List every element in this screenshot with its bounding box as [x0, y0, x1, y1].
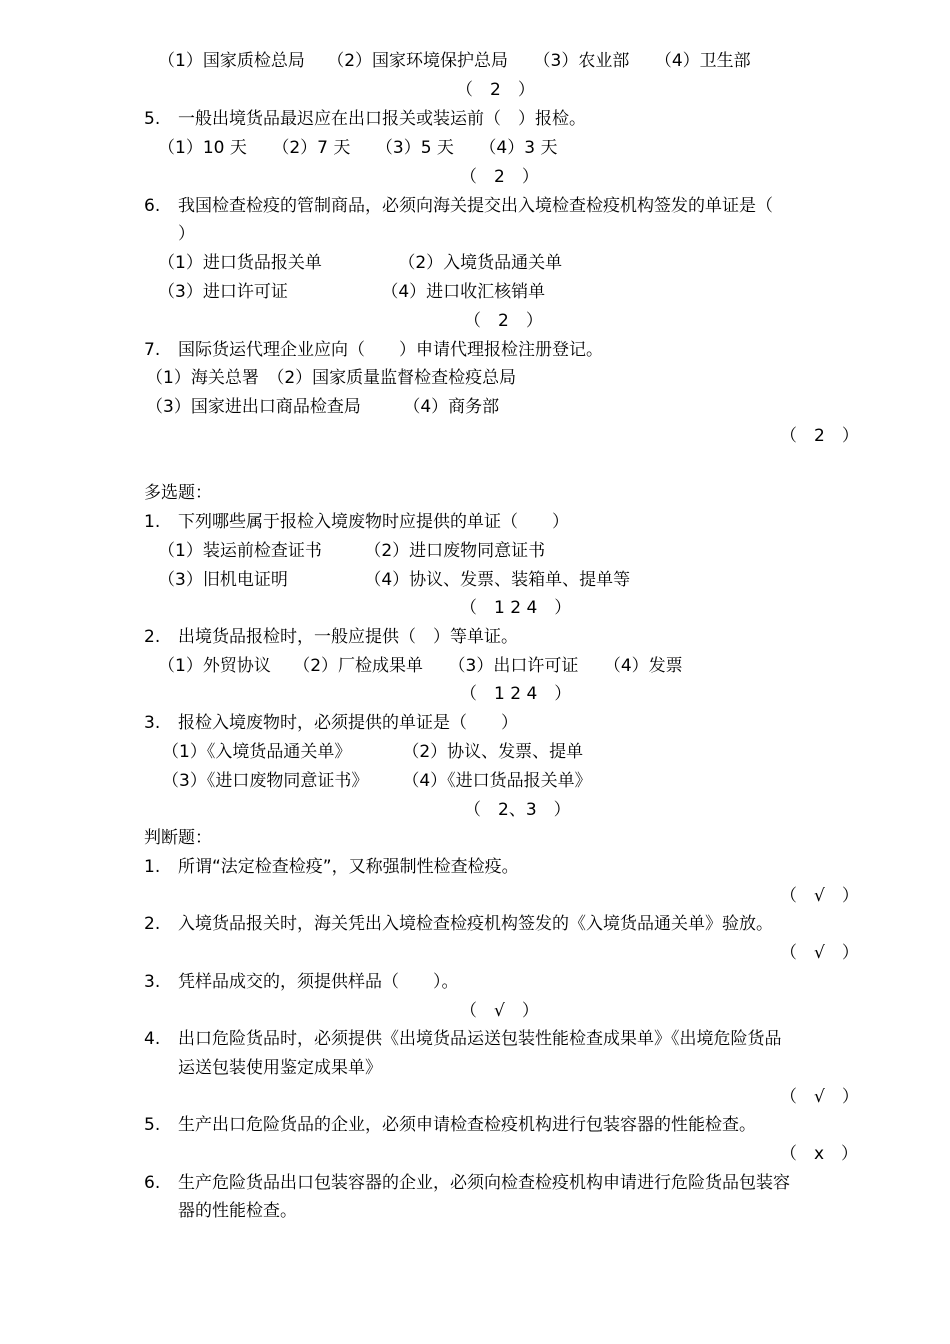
- q4-answer: （ 2 ）: [456, 80, 535, 100]
- q5-text: 一般出境货品最迟应在出口报关或装运前（ ）报检。: [178, 109, 586, 129]
- judge-q5-answer: （ x ）: [780, 1144, 859, 1164]
- q6-answer: （ 2 ）: [464, 311, 543, 331]
- judge-q2-number: 2.: [144, 914, 161, 934]
- multi-q2-number: 2.: [144, 627, 161, 647]
- judge-q4-question: [144, 1028, 782, 1050]
- multi-q2-text: 出境货品报检时，一般应提供（ ）等单证。: [178, 627, 518, 647]
- judge-q4-number: 4.: [144, 1029, 161, 1049]
- multi-heading: 多选题：: [144, 483, 212, 503]
- multi-q2-answer: （ 1 2 4 ）: [460, 684, 572, 704]
- judge-q6-text: 生产危险货品出口包装容器的企业，必须向检查检疫机构申请进行危险货品包装容: [178, 1173, 790, 1193]
- q6-options-row1: （1）进口货品报关单 （2）入境货品通关单: [158, 253, 563, 273]
- q5-options: （1）10 天 （2）7 天 （3）5 天 （4）3 天: [158, 138, 558, 158]
- q6-text: 我国检查检疫的管制商品，必须向海关提交出入境检查检疫机构签发的单证是（: [178, 196, 773, 216]
- multi-q1-question: [144, 511, 569, 533]
- multi-q2-options: （1）外贸协议 （2）厂检成果单 （3）出口许可证 （4）发票: [158, 656, 683, 676]
- q7-options-row1: （1）海关总署 （2）国家质量监督检查检疫总局: [146, 368, 517, 388]
- q4-options: （1）国家质检总局 （2）国家环境保护总局 （3）农业部 （4）卫生部: [158, 51, 751, 71]
- q6-text-continued: ）: [178, 224, 195, 244]
- judge-q4-text-continued: 运送包装使用鉴定成果单》: [178, 1058, 382, 1078]
- multi-q2-question: [144, 626, 518, 648]
- multi-q3-options-row2: （3）《进口废物同意证书》 （4）《进口货品报关单》: [162, 771, 592, 791]
- q5-question: [144, 108, 586, 130]
- judge-q4-answer: （ √ ）: [780, 1087, 859, 1107]
- q5-answer: （ 2 ）: [460, 167, 539, 187]
- multi-q1-answer: （ 1 2 4 ）: [460, 598, 572, 618]
- multi-q1-text: 下列哪些属于报检入境废物时应提供的单证（ ）: [178, 512, 569, 532]
- judge-q5-number: 5.: [144, 1115, 161, 1135]
- judge-q1-answer: （ √ ）: [780, 886, 859, 906]
- judge-q6-question: [144, 1172, 790, 1194]
- judge-q6-text-continued: 器的性能检查。: [178, 1201, 297, 1221]
- q6-question: [144, 195, 773, 217]
- judge-q2-text: 入境货品报关时，海关凭出入境检查检疫机构签发的《入境货品通关单》验放。: [178, 914, 773, 934]
- q7-question: [144, 339, 603, 361]
- judge-q2-answer: （ √ ）: [780, 943, 859, 963]
- judge-q1-number: 1.: [144, 857, 161, 877]
- q7-options-row2: （3）国家进出口商品检查局 （4）商务部: [146, 397, 500, 417]
- judge-q4-text: 出口危险货品时，必须提供《出境货品运送包装性能检查成果单》《出境危险货品: [178, 1029, 782, 1049]
- judge-q6-number: 6.: [144, 1173, 161, 1193]
- judge-q3-number: 3.: [144, 972, 161, 992]
- judge-q3-text: 凭样品成交的，须提供样品（ ）。: [178, 972, 459, 992]
- judge-heading: 判断题：: [144, 828, 212, 848]
- judge-q5-question: [144, 1114, 756, 1136]
- judge-q3-answer: （ √ ）: [460, 1001, 539, 1021]
- judge-q3-question: [144, 971, 459, 993]
- q7-number: 7.: [144, 340, 161, 360]
- multi-q1-options-row2: （3）旧机电证明 （4）协议、发票、装箱单、提单等: [158, 570, 631, 590]
- q7-answer: （ 2 ）: [780, 426, 859, 446]
- multi-q3-question: [144, 712, 518, 734]
- q5-number: 5.: [144, 109, 161, 129]
- judge-q2-question: [144, 913, 773, 935]
- multi-q1-options-row1: （1）装运前检查证书 （2）进口废物同意证书: [158, 541, 546, 561]
- multi-q1-number: 1.: [144, 512, 161, 532]
- multi-q3-text: 报检入境废物时，必须提供的单证是（ ）: [178, 713, 518, 733]
- multi-q3-options-row1: （1）《入境货品通关单》 （2）协议、发票、提单: [162, 742, 584, 762]
- judge-q1-text: 所谓“法定检查检疫”，又称强制性检查检疫。: [178, 857, 519, 877]
- judge-q5-text: 生产出口危险货品的企业，必须申请检查检疫机构进行包装容器的性能检查。: [178, 1115, 756, 1135]
- q7-text: 国际货运代理企业应向（ ）申请代理报检注册登记。: [178, 340, 603, 360]
- q6-options-row2: （3）进口许可证 （4）进口收汇核销单: [158, 282, 546, 302]
- judge-q1-question: [144, 856, 519, 878]
- multi-q3-answer: （ 2、3 ）: [464, 800, 571, 820]
- q6-number: 6.: [144, 196, 161, 216]
- multi-q3-number: 3.: [144, 713, 161, 733]
